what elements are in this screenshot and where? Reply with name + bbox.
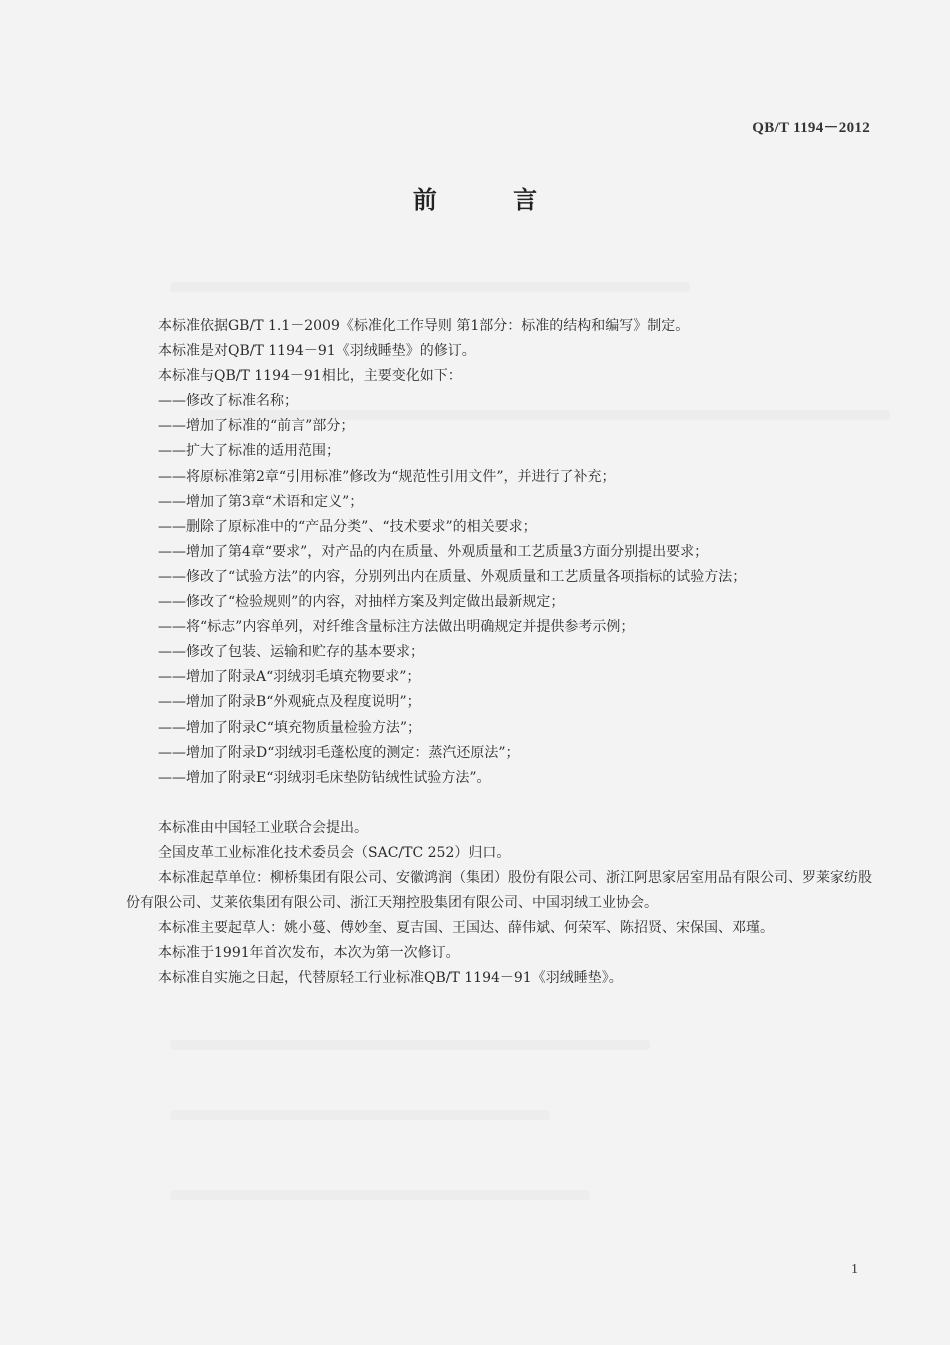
paragraph: 本标准由中国轻工业联合会提出。 — [158, 819, 368, 836]
standard-code: QB/T 1194－2012 — [752, 120, 870, 136]
change-item: ——增加了附录C“填充物质量检验方法”； — [158, 719, 422, 736]
bleed-through-mark — [170, 1110, 550, 1120]
change-item: ——增加了标准的“前言”部分； — [158, 418, 355, 435]
change-item: ——将“标志”内容单列，对纤维含量标注方法做出明确规定并提供参考示例； — [158, 619, 635, 636]
paragraph: 本标准自实施之日起，代替原轻工行业标准QB/T 1194－91《羽绒睡垫》。 — [158, 970, 623, 987]
change-item: ——增加了第4章“要求”，对产品的内在质量、外观质量和工艺质量3方面分别提出要求； — [158, 543, 709, 560]
page-title: 前 言 — [412, 185, 572, 214]
change-item: ——修改了“检验规则”的内容，对抽样方案及判定做出最新规定； — [158, 594, 565, 611]
foreword-body — [126, 314, 876, 991]
change-item: ——修改了标准名称； — [158, 393, 298, 410]
bleed-through-mark — [170, 1040, 650, 1050]
bleed-through-mark — [170, 1190, 590, 1200]
change-item: ——增加了附录B“外观疵点及程度说明”； — [158, 694, 421, 711]
change-item: ——修改了“试验方法”的内容，分别列出内在质量、外观质量和工艺质量各项指标的试验方法； — [158, 568, 747, 585]
paragraph-drafting-units: 本标准起草单位：柳桥集团有限公司、安徽鸿润（集团）股份有限公司、浙江阿思家居室用品有限公司、罗莱家纺股份有限公司、艾莱依集团有限公司、浙江天翔控股集团有限公司、中国羽绒工业协会。 — [126, 869, 872, 912]
change-item: ——扩大了标准的适用范围； — [158, 443, 340, 460]
change-item: ——增加了附录E“羽绒羽毛床垫防钻绒性试验方法”。 — [158, 769, 491, 786]
paragraph: 本标准是对QB/T 1194－91《羽绒睡垫》的修订。 — [158, 343, 476, 360]
bleed-through-mark — [170, 282, 690, 292]
change-item: ——增加了附录D“羽绒羽毛蓬松度的测定：蒸汽还原法”； — [158, 744, 520, 761]
paragraph: 本标准于1991年首次发布，本次为第一次修订。 — [158, 945, 460, 962]
page-number: 1 — [851, 1262, 858, 1277]
change-item: ——增加了第3章“术语和定义”； — [158, 493, 364, 510]
change-item: ——将原标准第2章“引用标准”修改为“规范性引用文件”，并进行了补充； — [158, 468, 616, 485]
change-item: ——删除了原标准中的“产品分类”、“技术要求”的相关要求； — [158, 518, 537, 535]
paragraph: 本标准依据GB/T 1.1－2009《标准化工作导则 第1部分：标准的结构和编写》制定。 — [158, 318, 690, 334]
change-item: ——增加了附录A“羽绒羽毛填充物要求”； — [158, 669, 421, 686]
paragraph: 全国皮革工业标准化技术委员会（SAC/TC 252）归口。 — [158, 844, 511, 861]
paragraph: 本标准与QB/T 1194－91相比，主要变化如下： — [158, 368, 462, 385]
paragraph-gap — [126, 791, 876, 816]
paragraph: 本标准主要起草人：姚小蔓、傅妙奎、夏吉国、王国达、薛伟斌、何荣军、陈招贤、宋保国、邓瑾。 — [158, 920, 774, 937]
change-item: ——修改了包装、运输和贮存的基本要求； — [158, 644, 424, 661]
